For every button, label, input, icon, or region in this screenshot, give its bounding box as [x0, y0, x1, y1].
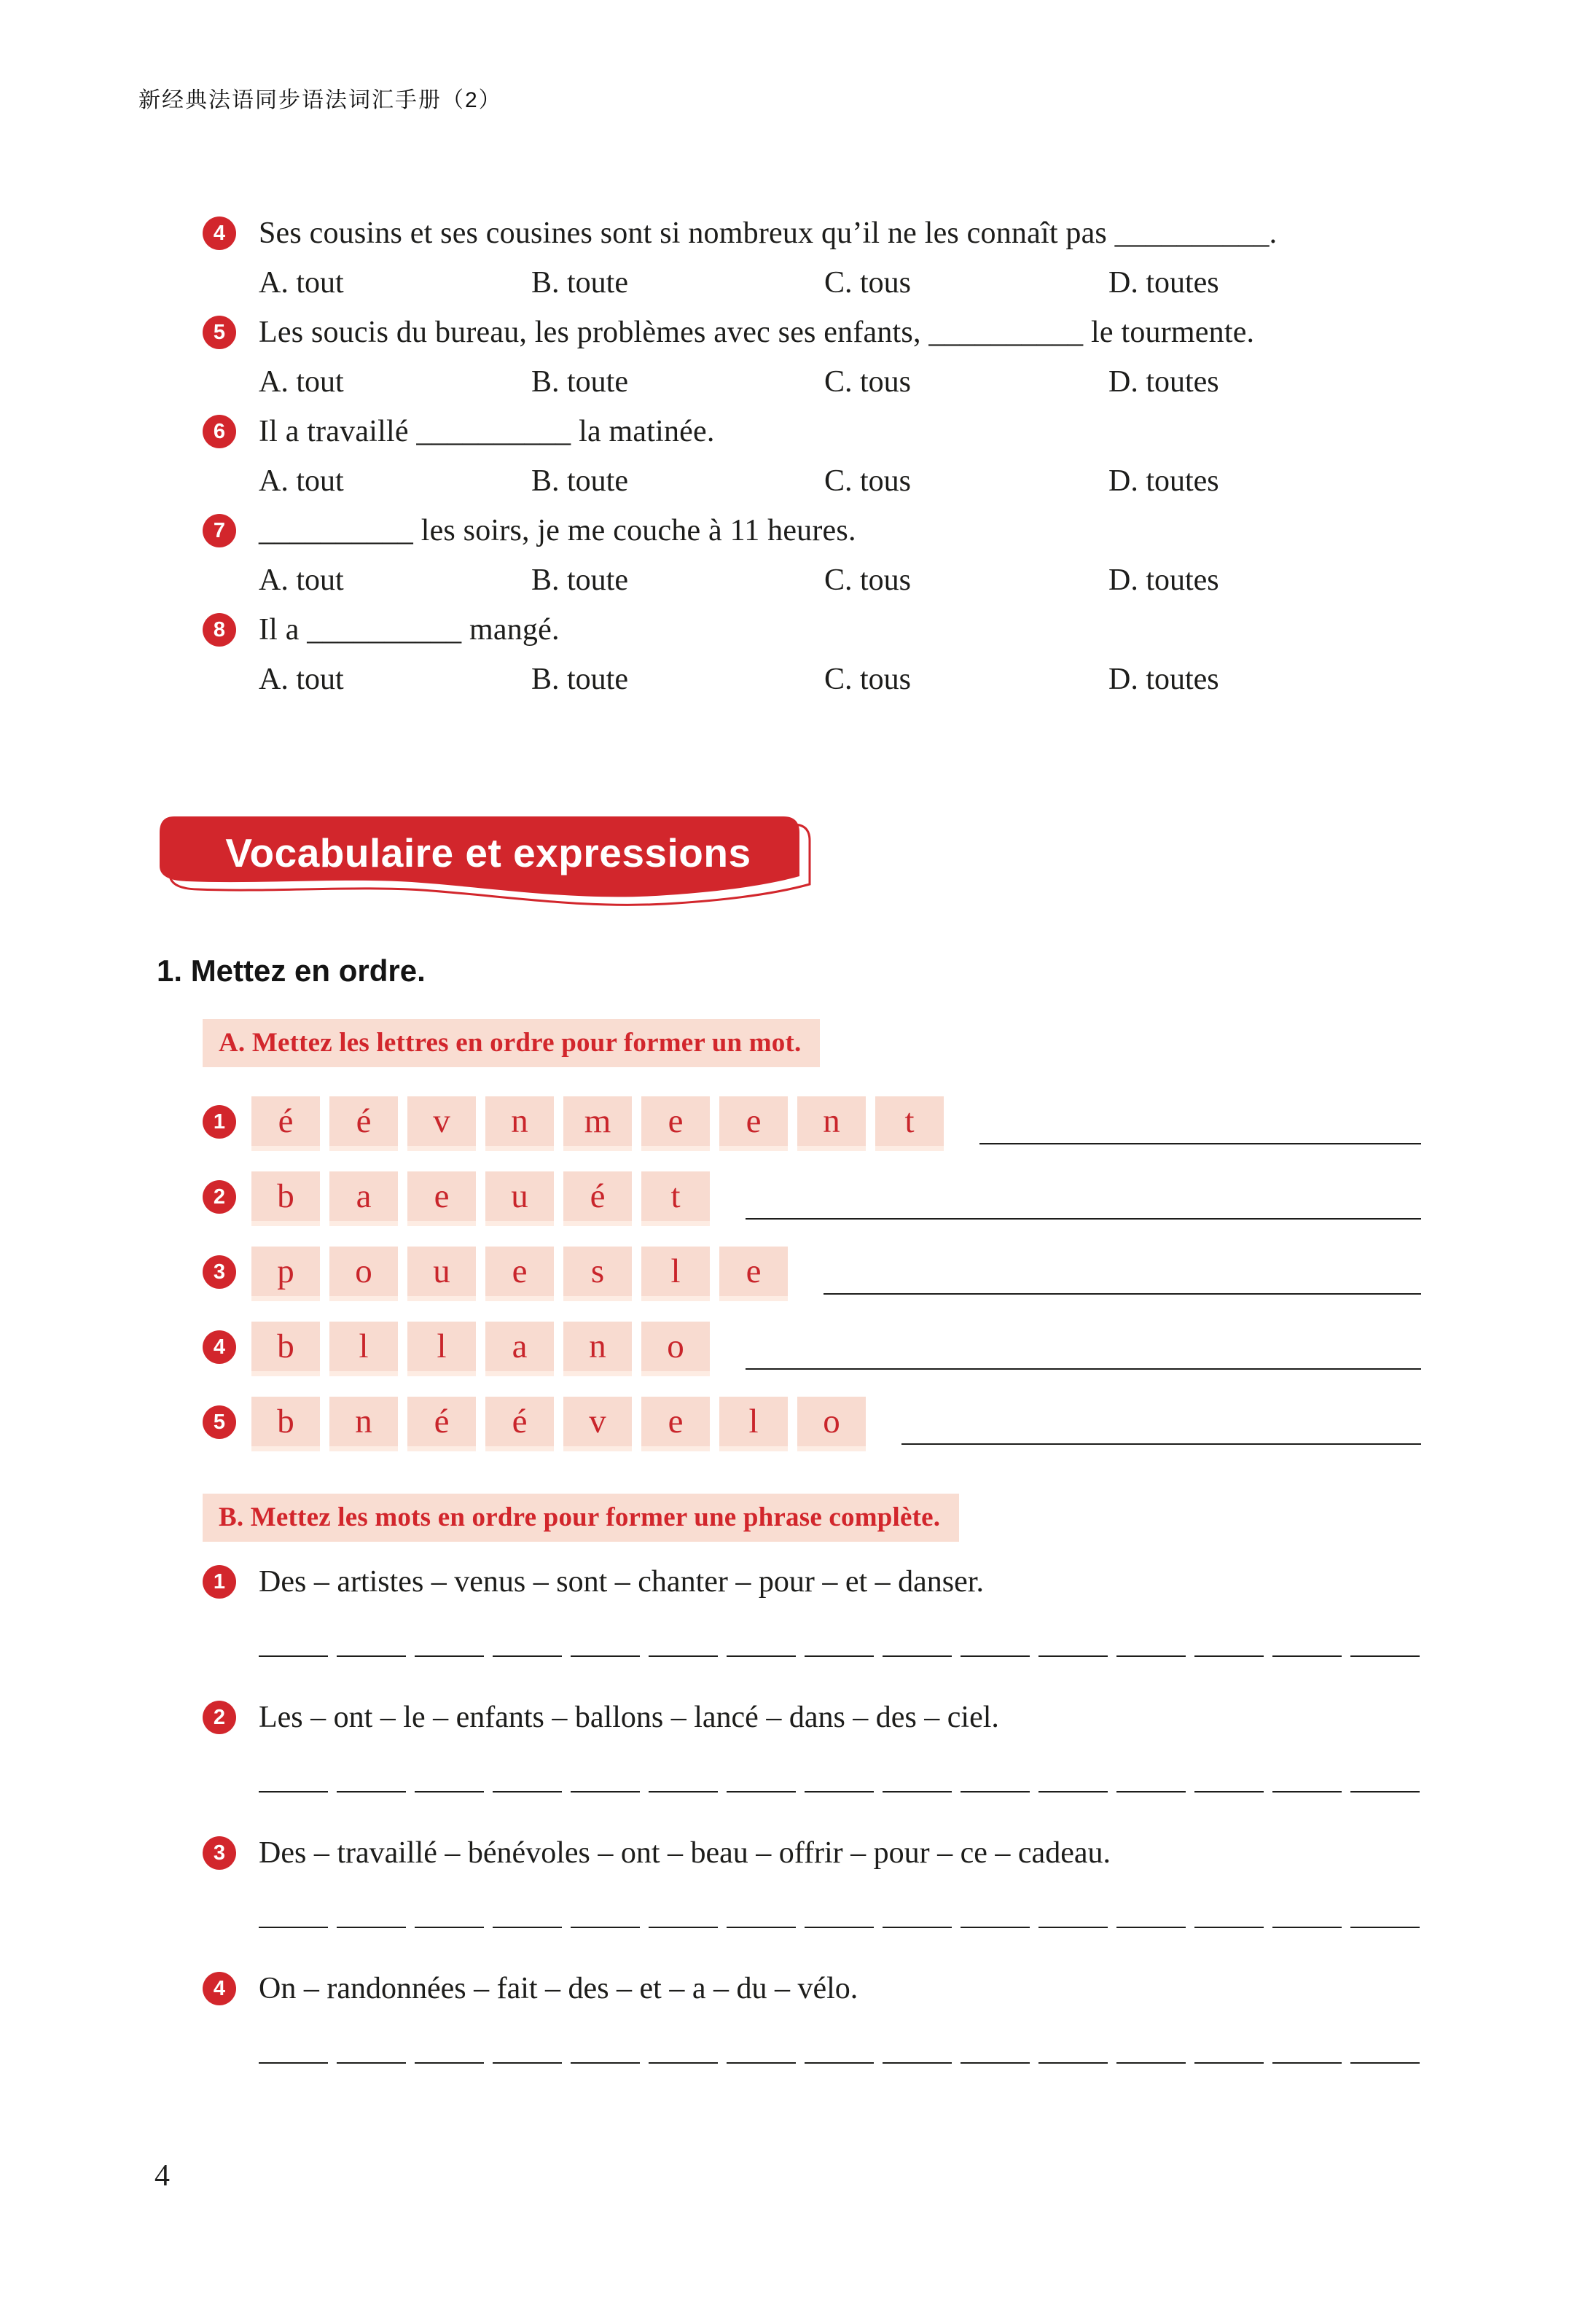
option-d: D. toutes: [1108, 266, 1219, 300]
answer-blank-line: [901, 1397, 1421, 1445]
answer-blank-line: [979, 1096, 1421, 1144]
option-b: B. toute: [531, 266, 628, 300]
scrambled-sentence: On – randonnées – fait – des – et – a – du – vélo.: [259, 1972, 858, 2005]
item-number-badge: 4: [203, 1972, 236, 2005]
option-a: A. tout: [259, 663, 344, 696]
answer-options: [0, 655, 1596, 704]
question-text: Ses cousins et ses cousines sont si nombreux qu’il ne les connaît pas __________.: [259, 217, 1278, 250]
letter-tile: e: [485, 1247, 554, 1296]
letter-tile: e: [641, 1096, 710, 1146]
option-c: C. tous: [824, 464, 912, 498]
question-6: [0, 407, 1596, 506]
row-number-badge: 1: [203, 1105, 236, 1139]
option-b: B. toute: [531, 663, 628, 696]
letter-row-3: [203, 1247, 1421, 1296]
letter-tile: é: [251, 1096, 320, 1146]
option-d: D. toutes: [1108, 663, 1219, 696]
letter-tile: p: [251, 1247, 320, 1296]
letter-tile: n: [329, 1397, 398, 1446]
letter-tiles: [251, 1096, 953, 1146]
letter-tiles: [251, 1397, 875, 1446]
sentence-items: [0, 1561, 1596, 2064]
scrambled-sentence: Des – travaillé – bénévoles – ont – beau – offrir – pour – ce – cadeau.: [259, 1836, 1111, 1870]
sentence-item-2: [0, 1696, 1596, 1793]
grammar-questions: [0, 208, 1596, 704]
letter-tile: u: [407, 1247, 476, 1296]
letter-tile: e: [719, 1247, 788, 1296]
letter-tile: b: [251, 1397, 320, 1446]
letter-tile: é: [485, 1397, 554, 1446]
letter-row-4: [203, 1322, 1421, 1371]
option-b: B. toute: [531, 563, 628, 597]
banner-title: Vocabulaire et expressions: [225, 830, 751, 875]
row-number-badge: 2: [203, 1180, 236, 1214]
question-8: [0, 605, 1596, 704]
question-5: [0, 308, 1596, 407]
letter-tile: e: [719, 1096, 788, 1146]
part-b: [0, 1472, 1596, 2064]
part-a: [0, 988, 1596, 1446]
answer-options: [0, 258, 1596, 308]
scrambled-sentence: Des – artistes – venus – sont – chanter – pour – et – danser.: [259, 1565, 984, 1599]
question-number-badge: 8: [203, 613, 236, 647]
option-c: C. tous: [824, 365, 912, 399]
letter-tile: l: [329, 1322, 398, 1371]
answer-options: [0, 456, 1596, 506]
letter-row-5: [203, 1397, 1421, 1446]
letter-tile: é: [329, 1096, 398, 1146]
part-b-heading: B. Mettez les mots en ordre pour former une phrase complète.: [203, 1494, 959, 1542]
answer-write-line: [259, 1791, 1421, 1793]
option-a: A. tout: [259, 266, 344, 300]
letter-tile: l: [407, 1322, 476, 1371]
question-text: Il a __________ mangé.: [259, 613, 560, 647]
question-text: Les soucis du bureau, les problèmes avec ses enfants, __________ le tourmente.: [259, 316, 1255, 349]
question-4: [0, 208, 1596, 308]
letter-row-2: [203, 1171, 1421, 1221]
answer-write-line: [259, 1655, 1421, 1657]
question-number-badge: 7: [203, 514, 236, 547]
row-number-badge: 5: [203, 1405, 236, 1439]
letter-tile: u: [485, 1171, 554, 1221]
option-a: A. tout: [259, 464, 344, 498]
letter-tiles: [251, 1171, 719, 1221]
option-c: C. tous: [824, 663, 912, 696]
letter-tile: b: [251, 1171, 320, 1221]
letter-row-1: [203, 1096, 1421, 1146]
option-a: A. tout: [259, 365, 344, 399]
option-d: D. toutes: [1108, 464, 1219, 498]
letter-tile: a: [329, 1171, 398, 1221]
letter-tile: v: [407, 1096, 476, 1146]
letter-tile: e: [641, 1397, 710, 1446]
section-banner: [157, 812, 820, 914]
question-text: Il a travaillé __________ la matinée.: [259, 415, 715, 448]
question-number-badge: 6: [203, 415, 236, 448]
letter-tiles: [251, 1247, 797, 1296]
letter-tile: é: [407, 1397, 476, 1446]
letter-tiles: [251, 1322, 719, 1371]
answer-blank-line: [824, 1247, 1421, 1295]
option-b: B. toute: [531, 365, 628, 399]
row-number-badge: 3: [203, 1255, 236, 1289]
letter-tile: n: [563, 1322, 632, 1371]
row-number-badge: 4: [203, 1330, 236, 1364]
answer-options: [0, 357, 1596, 407]
scrambled-sentence: Les – ont – le – enfants – ballons – lancé – dans – des – ciel.: [259, 1701, 999, 1734]
letter-tile: s: [563, 1247, 632, 1296]
letter-tile: n: [797, 1096, 866, 1146]
letter-tile: a: [485, 1322, 554, 1371]
item-number-badge: 2: [203, 1701, 236, 1734]
book-title: 新经典法语同步语法词汇手册（2）: [138, 88, 502, 112]
sentence-item-3: [0, 1832, 1596, 1928]
part-a-heading: A. Mettez les lettres en ordre pour former un mot.: [203, 1019, 820, 1067]
letter-tile: t: [641, 1171, 710, 1221]
letter-tile: t: [875, 1096, 944, 1146]
letter-tile: l: [719, 1397, 788, 1446]
option-d: D. toutes: [1108, 365, 1219, 399]
question-text: __________ les soirs, je me couche à 11 heures.: [259, 514, 856, 547]
letter-rows: [0, 1096, 1596, 1446]
letter-tile: v: [563, 1397, 632, 1446]
item-number-badge: 3: [203, 1836, 236, 1870]
sentence-item-1: [0, 1561, 1596, 1657]
option-d: D. toutes: [1108, 563, 1219, 597]
sentence-item-4: [0, 1967, 1596, 2064]
question-number-badge: 5: [203, 316, 236, 349]
item-number-badge: 1: [203, 1565, 236, 1599]
letter-tile: o: [797, 1397, 866, 1446]
letter-tile: é: [563, 1171, 632, 1221]
letter-tile: l: [641, 1247, 710, 1296]
letter-tile: n: [485, 1096, 554, 1146]
option-c: C. tous: [824, 563, 912, 597]
letter-tile: o: [329, 1247, 398, 1296]
question-7: [0, 506, 1596, 605]
letter-tile: o: [641, 1322, 710, 1371]
option-c: C. tous: [824, 266, 912, 300]
answer-write-line: [259, 2062, 1421, 2064]
option-a: A. tout: [259, 563, 344, 597]
question-number-badge: 4: [203, 217, 236, 250]
answer-blank-line: [746, 1171, 1421, 1220]
section-1-title: 1. Mettez en ordre.: [157, 953, 426, 988]
page-number: 4: [154, 2159, 170, 2193]
option-b: B. toute: [531, 464, 628, 498]
letter-tile: m: [563, 1096, 632, 1146]
letter-tile: e: [407, 1171, 476, 1221]
answer-blank-line: [746, 1322, 1421, 1370]
letter-tile: b: [251, 1322, 320, 1371]
answer-options: [0, 555, 1596, 605]
answer-write-line: [259, 1927, 1421, 1928]
